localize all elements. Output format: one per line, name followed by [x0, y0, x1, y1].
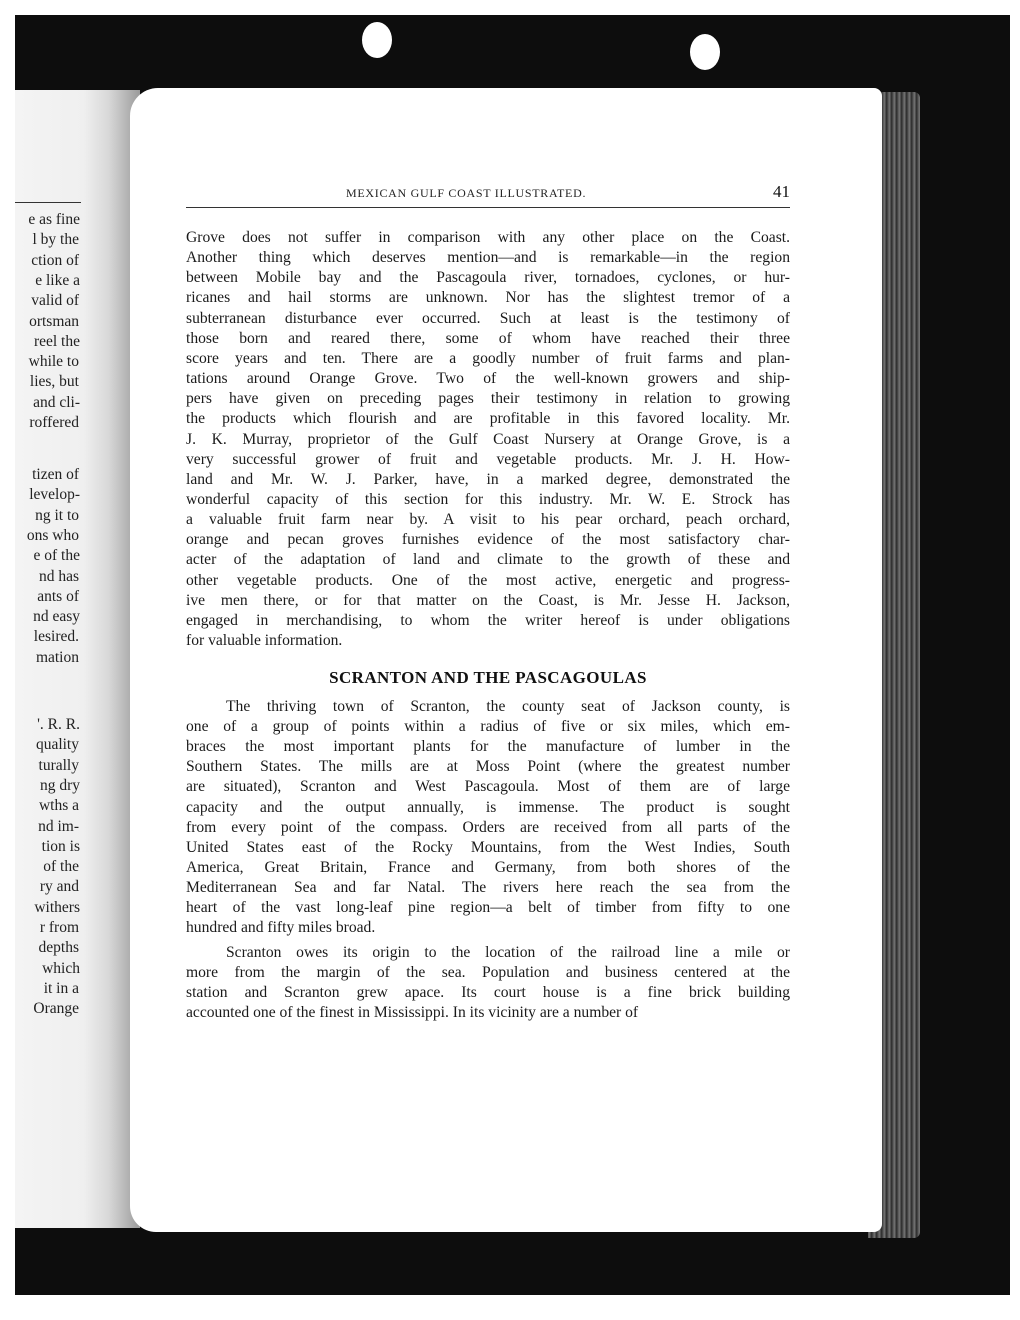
- text-line: J. K. Murray, proprietor of the Gulf Coast Nursery at Orange Grove, is a: [186, 430, 790, 448]
- left-page-fragment: levelop-: [29, 486, 80, 504]
- left-page-fragment: of the: [43, 858, 79, 876]
- text-line: ive men there, or for that matter on the Coast, is Mr. Jesse H. Jackson,: [186, 591, 790, 609]
- text-line: other vegetable products. One of the most active, energetic and progress-: [186, 571, 790, 589]
- text-line: one of a group of points within a radius of five or six miles, which em-: [186, 718, 790, 736]
- text-line: engaged in merchandising, to whom the writer hereof is under obligations: [186, 611, 790, 629]
- text-line: United States east of the Rocky Mountains, from the West Indies, South: [186, 838, 790, 856]
- section-heading: SCRANTON AND THE PASCAGOULAS: [329, 668, 647, 687]
- left-page-fragment: roffered: [29, 414, 79, 431]
- text-line: Southern States. The mills are at Moss Point (where the greatest number: [186, 758, 790, 776]
- punch-hole-left: [362, 22, 392, 58]
- left-page-fragment: depths: [38, 939, 79, 957]
- text-line: Mediterranean Sea and far Natal. The rivers here reach the sea from the: [186, 878, 790, 896]
- left-page-fragment: nd easy: [33, 608, 80, 626]
- left-page-fragment: mation: [35, 648, 79, 666]
- left-page-fragment: lesired.: [33, 628, 79, 646]
- left-page-fragment: ons who: [26, 526, 79, 544]
- text-line: land and Mr. W. J. Parker, have, in a marked degree, demonstrated the: [186, 470, 790, 488]
- left-page-fragment: withers: [34, 898, 80, 916]
- punch-hole-right: [690, 34, 720, 70]
- text-line: wonderful capacity of this section for this industry. Mr. W. E. Strock has: [186, 490, 790, 508]
- text-line: very successful grower of fruit and vegetable products. Mr. J. H. How-: [186, 450, 790, 468]
- text-line: tations around Orange Grove. Two of the well-known growers and ship-: [186, 370, 790, 388]
- left-page-fragment: ants of: [37, 587, 79, 605]
- left-page-fragment: Orange: [33, 1000, 79, 1018]
- left-page-rule: [15, 202, 81, 203]
- left-page-fragment: tion is: [41, 837, 80, 855]
- left-page-fragment: e like a: [35, 271, 80, 289]
- text-line: score years and ten. There are a goodly number of fruit farms and plan-: [186, 349, 790, 367]
- left-page-fragment: valid of: [31, 292, 79, 310]
- text-line: between Mobile bay and the Pascagoula river, tornadoes, cyclones, or hur-: [186, 269, 790, 287]
- left-page-fragment: '. R. R.: [37, 716, 80, 733]
- left-page-fragment: quality: [35, 736, 79, 754]
- text-line: Grove does not suffer in comparison with any other place on the Coast.: [186, 229, 790, 246]
- text-line: acter of the adaptation of land and climate to the growth of these and: [186, 551, 790, 569]
- text-line: the products which flourish and are profitable in this favored locality. Mr.: [186, 410, 790, 428]
- text-line: Another thing which deserves mention—and is remarkable—in the region: [186, 249, 790, 267]
- left-page-fragment: ng dry: [39, 776, 80, 794]
- left-page-fragment: it in a: [43, 979, 79, 997]
- text-line: orange and pecan groves furnishes evidence of the most satisfactory char-: [186, 531, 790, 549]
- page-number: 41: [773, 182, 790, 201]
- left-page-fragment: e of the: [33, 547, 80, 565]
- left-page-fragment: r from: [39, 919, 79, 936]
- running-head: MEXICAN GULF COAST ILLUSTRATED.: [346, 186, 587, 200]
- text-line: capacity and the output annually, is immense. The product is sought: [186, 798, 790, 816]
- left-page-fragment: and cli-: [33, 393, 80, 411]
- left-page-fragment: which: [42, 959, 80, 977]
- left-page-fragment: ng it to: [35, 506, 79, 524]
- left-page-fragment: l by the: [32, 231, 79, 249]
- text-line: are situated), Scranton and West Pascagoula. Most of them are of large: [186, 778, 790, 796]
- left-page-fragment: while to: [28, 353, 79, 371]
- page-header: [186, 182, 790, 206]
- text-line: heart of the vast long-leaf pine region—a belt of timber from fifty to one: [186, 899, 790, 916]
- header-rule: [186, 207, 790, 208]
- left-page-fragment: nd im-: [38, 817, 79, 835]
- text-line: subterranean disturbance ever occurred. Such at least is the testimony of: [186, 309, 790, 327]
- text-line: The thriving town of Scranton, the county seat of Jackson county, is: [226, 698, 790, 715]
- text-line: Scranton owes its origin to the location of the railroad line a mile or: [226, 944, 790, 961]
- left-page-fragment: ction of: [31, 251, 79, 269]
- left-page-fragment: ry and: [39, 878, 79, 896]
- left-page-fragment: ortsman: [29, 312, 79, 330]
- text-line: pers have given on preceding pages their testimony in relation to growing: [186, 390, 790, 408]
- text-line: braces the most important plants for the manufacture of lumber in the: [186, 738, 790, 756]
- left-page-fragment: turally: [38, 756, 79, 774]
- text-line: ricanes and hail storms are unknown. Nor has the slightest tremor of a: [186, 289, 790, 307]
- text-line: more from the margin of the sea. Population and business centered at the: [186, 964, 790, 982]
- text-line: those born and reared there, some of whom have reached their three: [186, 329, 790, 347]
- left-page-fragment: e as fine: [28, 211, 80, 228]
- left-page-fragment: tizen of: [32, 466, 79, 483]
- text-line: a valuable fruit farm near by. A visit to his pear orchard, peach orchard,: [186, 511, 790, 529]
- left-page-fragment: wths a: [38, 797, 79, 815]
- text-line: station and Scranton grew apace. Its court house is a fine brick building: [186, 984, 790, 1002]
- left-page: [15, 90, 140, 1228]
- text-line: for valuable information.: [186, 632, 343, 649]
- left-page-fragment: nd has: [38, 567, 79, 585]
- text-line: from every point of the compass. Orders are received from all parts of the: [186, 818, 790, 836]
- left-page-fragment: lies, but: [29, 373, 79, 391]
- text-line: accounted one of the finest in Mississippi. In its vicinity are a number of: [186, 1004, 639, 1022]
- text-line: hundred and fifty miles broad.: [186, 919, 376, 937]
- text-line: America, Great Britain, France and Germany, from both shores of the: [186, 858, 790, 876]
- left-page-fragment: reel the: [33, 332, 80, 350]
